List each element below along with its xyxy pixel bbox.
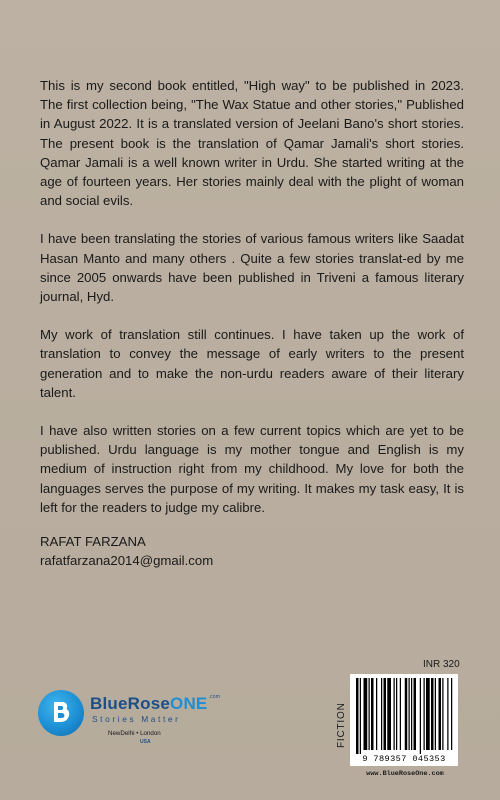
barcode-bar <box>376 678 377 750</box>
isbn-barcode <box>350 674 458 766</box>
genre-label: FICTION <box>336 702 347 748</box>
barcode-bar <box>439 678 442 750</box>
publisher-website: www.BlueRoseOne.com <box>366 770 444 778</box>
barcode-bar <box>451 678 452 750</box>
blurb-paragraph-4: I have also written stories on a few current topics which are yet to be published. Urdu language is my mother tongue and English is my medium of instruction right from my childhood. My love for both the languages serves the purpose of my writing. It makes my task easy, It is left for the readers to judge my calibre. <box>40 423 464 515</box>
publisher-logo <box>38 690 278 750</box>
author-signature <box>40 532 213 570</box>
barcode-bar <box>364 678 368 750</box>
barcode-bar <box>369 678 370 750</box>
blurb-paragraph-1: This is my second book entitled, "High way" to be published in 2023. The first collection being, "The Wax Statue and other stories," Published in August 2022. It is a translated version of Jeelani Bano's short stories. The present book is the translation of Qamar Jamali's short stories. Qamar Jamali is a well known writer in Urdu. She started writing at the age of fourteen years. Her stories mainly deal with the plight of woman and social evils. <box>40 78 464 209</box>
barcode-bar <box>411 678 412 750</box>
barcode-bar <box>384 678 387 750</box>
barcode-bars <box>350 674 458 754</box>
b-letter-circle-icon <box>38 690 84 736</box>
barcode-bar <box>442 678 443 750</box>
barcode-bar <box>371 678 374 750</box>
publisher-tagline: Stories Matter <box>92 714 181 724</box>
barcode-bar <box>400 678 401 750</box>
barcode-bar <box>435 678 436 750</box>
barcode-bar <box>426 678 430 750</box>
barcode-bar <box>356 678 359 754</box>
barcode-bar <box>424 678 425 750</box>
barcode-bar <box>381 678 382 750</box>
barcode-bar <box>431 678 434 750</box>
publisher-cities: NewDelhi • London <box>108 730 161 737</box>
blurb-paragraph-3: My work of translation still continues. I have taken up the work of translation to convey the message of early writers to the present generation and to make the non-urdu readers aware of their literary talent. <box>40 327 464 400</box>
blurb-paragraph-2: I have been translating the stories of various famous writers like Saadat Hasan Manto and many others . Quite a few stories translat-ed by me since 2005 onwards have been published in Triveni a famous literary journal, Hyd. <box>40 231 464 305</box>
barcode-bar <box>394 678 395 750</box>
barcode-bar <box>447 678 448 750</box>
publisher-usa: USA <box>140 739 151 745</box>
barcode-bar <box>414 678 417 750</box>
publisher-name <box>90 694 220 714</box>
author-name: RAFAT FARZANA <box>40 534 146 549</box>
barcode-bar <box>420 678 421 754</box>
publisher-name-part2: ONE <box>170 694 208 713</box>
barcode-bar <box>387 678 391 750</box>
barcode-bar <box>396 678 397 750</box>
publisher-name-part1: BlueRose <box>90 694 171 713</box>
isbn-digits: 9 789357 045353 <box>362 754 446 764</box>
barcode-bar <box>360 678 361 754</box>
publisher-dotcom: .com <box>208 694 221 700</box>
author-email: rafatfarzana2014@gmail.com <box>40 553 214 569</box>
price-label: INR 320 <box>423 659 460 670</box>
blurb-text <box>40 76 464 536</box>
barcode-bar <box>405 678 408 750</box>
barcode-bar <box>409 678 410 750</box>
